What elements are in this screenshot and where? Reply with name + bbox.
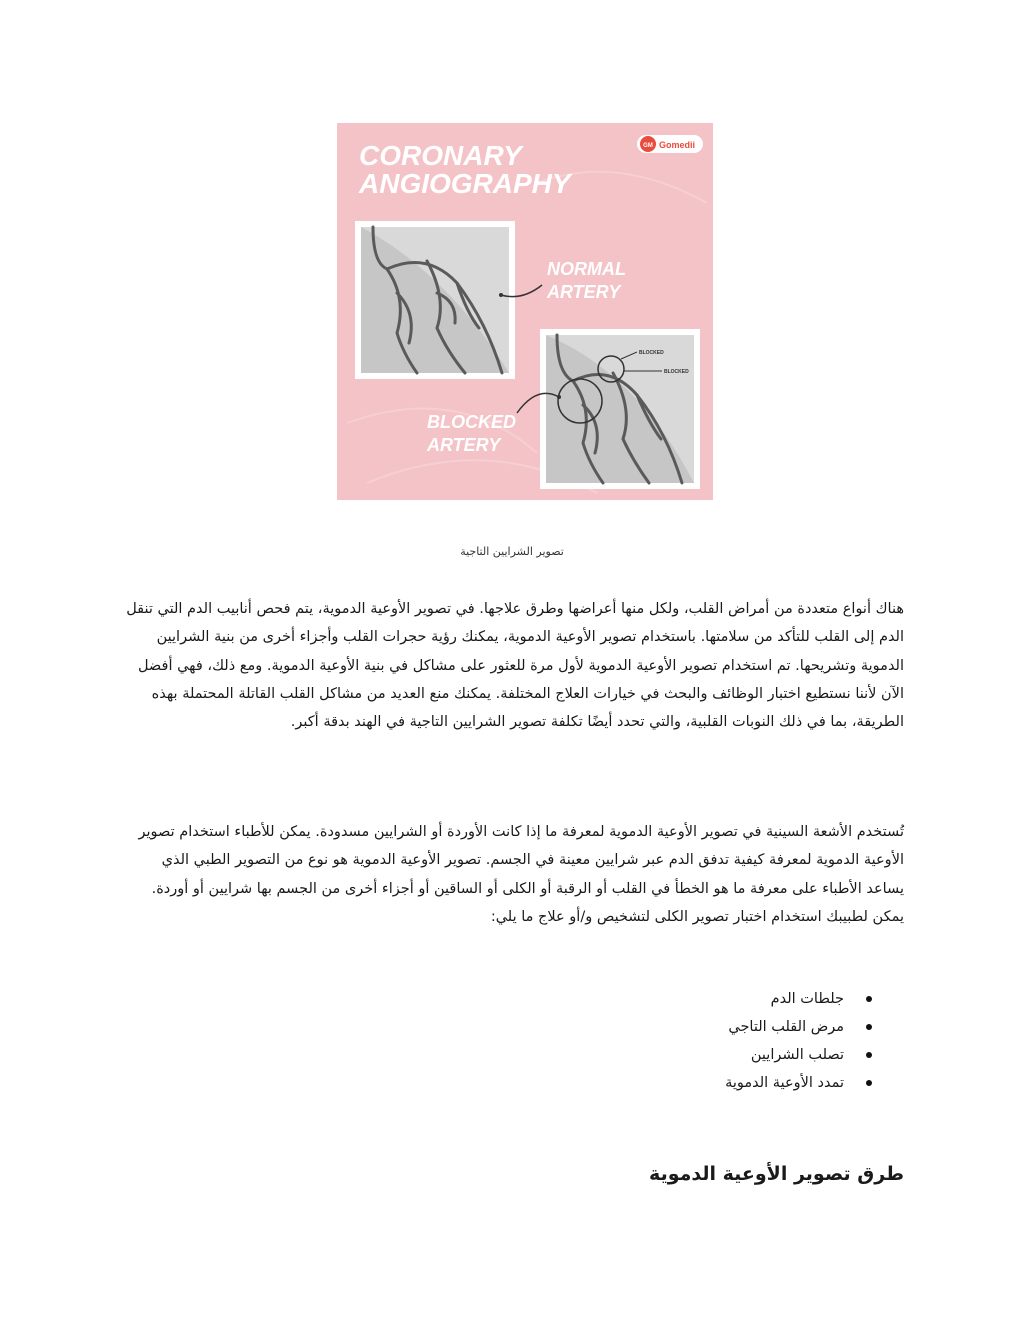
gomedii-logo (637, 135, 703, 153)
coronary-angiography-image (337, 123, 713, 500)
normal-artery-panel (355, 221, 515, 379)
intro-paragraph: هناك أنواع متعددة من أمراض القلب، ولكل منها أعراضها وطرق علاجها. في تصوير الأوعية الدموية، يتم فحص أنابيب الدم التي تنقل الدم إلى القلب للتأكد من سلامتها. باستخدام تصوير الأوعية الدموية، يمكنك رؤية حجرات القلب وأجزاء أخرى من بنية الشرايين الدموية وتشريحها. تم استخدام تصوير الأوعية الدموية لأول مرة للعثور على مشاكل في بنية الأوعية الدموية. ومع ذلك، فهي أفضل الآن لأننا نستطيع اختبار الوظائف والبحث في خيارات العلاج المختلفة. يمكنك منع العديد من مشاكل القلب القاتلة المحتملة بهذه الطريقة، بما في ذلك النوبات القلبية، والتي تحدد أيضًا تكلفة تصوير الشرايين التاجية في الهند بدقة أكبر. (126, 601, 904, 731)
bullet-icon (866, 996, 872, 1002)
figure-caption: تصوير الشرايين التاجية (460, 545, 564, 558)
blocked-tag-1: BLOCKED (639, 350, 664, 356)
figure-title-line1: CORONARY (359, 140, 522, 171)
section-heading: طرق تصوير الأوعية الدموية (649, 1163, 904, 1185)
list-item (725, 985, 872, 1013)
bullet-icon (866, 1052, 872, 1058)
list-item (725, 1069, 872, 1097)
figure-title-line2: ANGIOGRAPHY (359, 168, 571, 199)
blocked-artery-label-line1: BLOCKED (427, 412, 516, 432)
list-item-text: جلطات الدم (770, 991, 844, 1007)
logo-badge: GM (643, 143, 653, 149)
blocked-artery-panel (540, 329, 700, 489)
logo-text: Gomedii (659, 140, 696, 150)
list-item-text: تصلب الشرايين (750, 1047, 844, 1063)
xray-paragraph: تُستخدم الأشعة السينية في تصوير الأوعية الدموية لمعرفة ما إذا كانت الأوردة أو الشرايين مسدودة. يمكن للأطباء استخدام تصوير الأوعية الدموية لمعرفة كيفية تدفق الدم عبر شرايين معينة في الجسم. تصوير الأوعية الدموية هو نوع من التصوير الطبي الذي يساعد الأطباء على معرفة ما هو الخطأ في القلب أو الرقبة أو الكلى أو الساقين أو أجزاء أخرى من الجسم بها شرايين أو أوردة. يمكن لطبيبك استخدام اختبار تصوير الكلى لتشخيص و/أو علاج ما يلي: (138, 824, 904, 925)
blocked-artery-label-line2: ARTERY (427, 435, 501, 455)
list-item (725, 1013, 872, 1041)
list-item-text: تمدد الأوعية الدموية (725, 1075, 844, 1091)
bullet-icon (866, 1024, 872, 1030)
normal-artery-label-line1: NORMAL (547, 259, 626, 279)
conditions-list (725, 985, 872, 1097)
list-item (725, 1041, 872, 1069)
bullet-icon (866, 1080, 872, 1086)
angiography-illustration (337, 123, 713, 500)
list-item-text: مرض القلب التاجي (728, 1019, 844, 1035)
blocked-tag-2: BLOCKED (664, 369, 689, 375)
normal-artery-label-line2: ARTERY (547, 282, 621, 302)
